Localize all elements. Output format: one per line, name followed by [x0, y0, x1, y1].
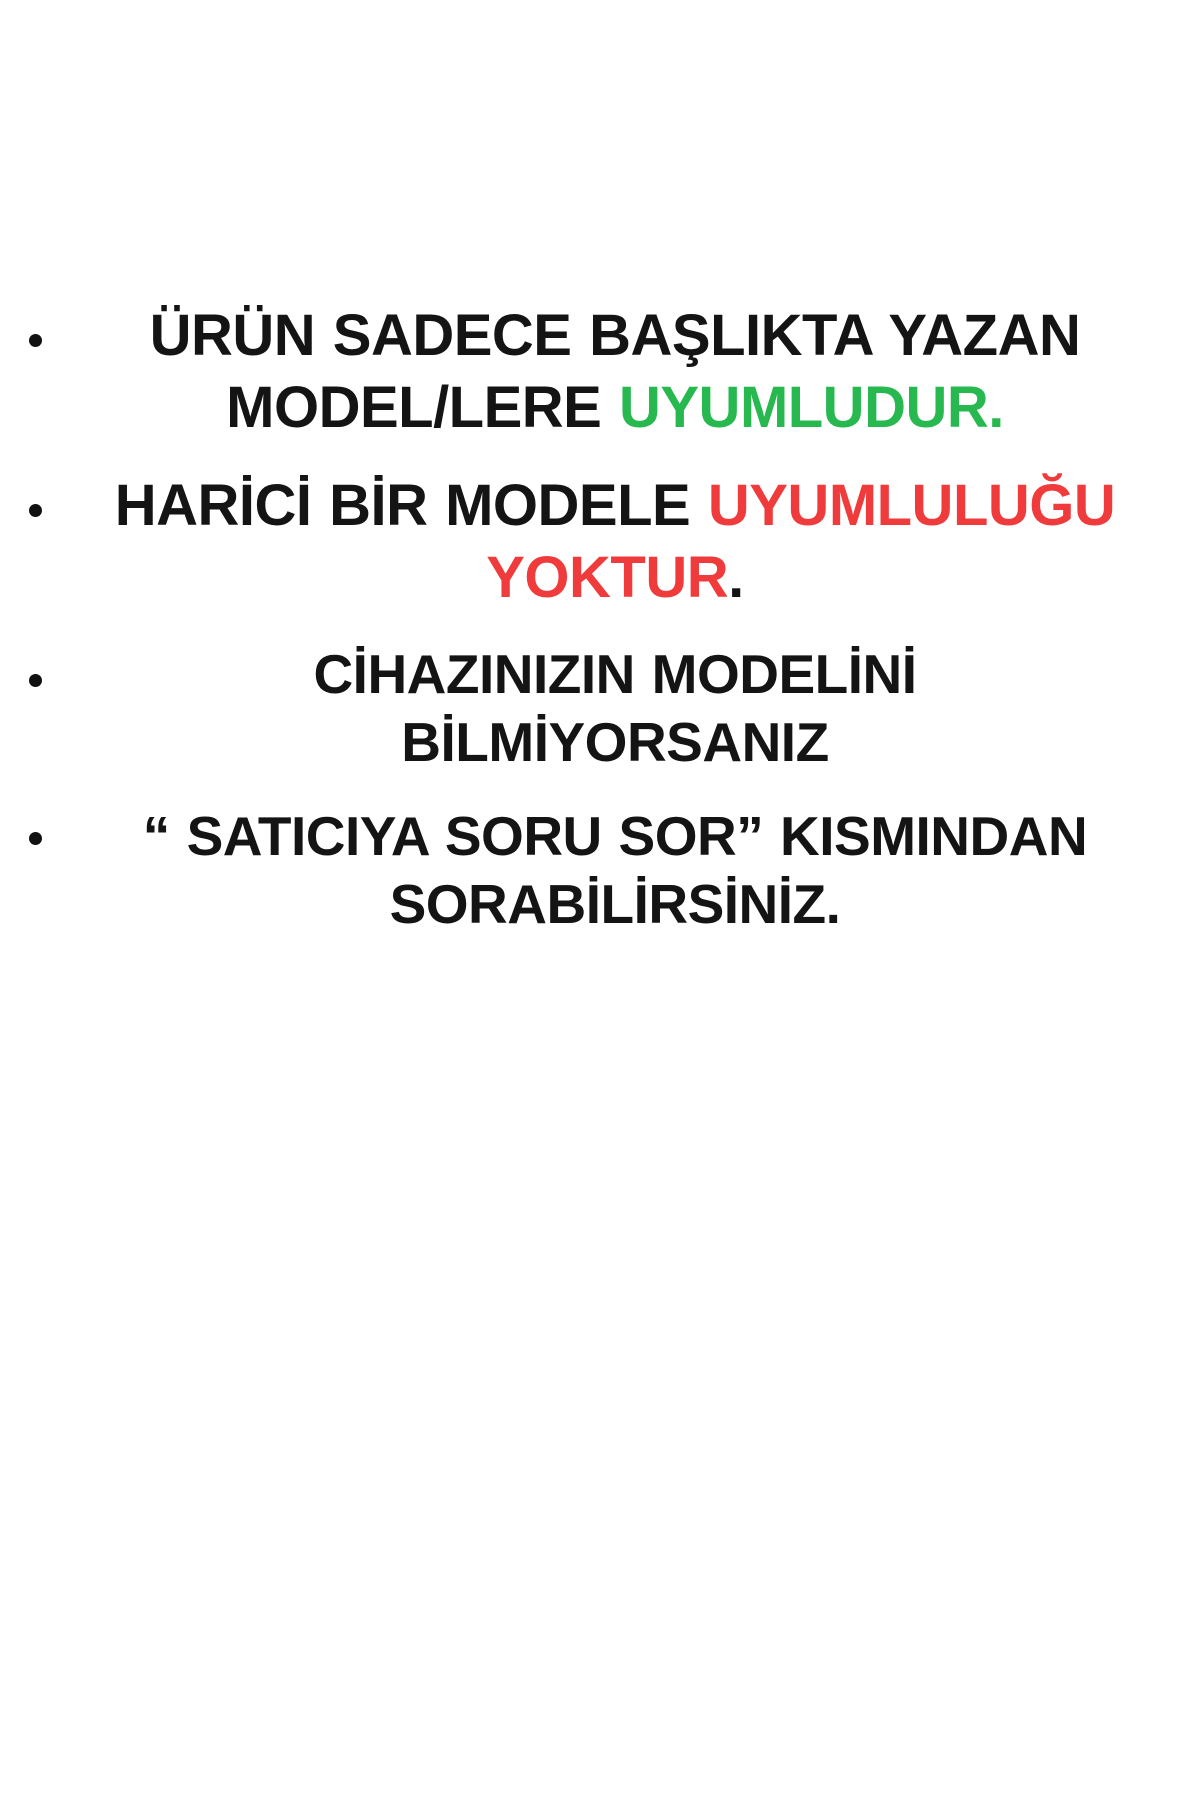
list-item [0, 470, 1200, 614]
notice-3-line-2: BİLMİYORSANIZ [401, 710, 829, 773]
notice-text-4 [70, 802, 1200, 938]
notice-1-line-1: ÜRÜN SADECE BAŞLIKTA YAZAN [149, 303, 1081, 368]
list-item [0, 300, 1200, 444]
notice-text-1 [70, 300, 1200, 444]
notice-3-line-1: CİHAZINIZIN MODELİNİ [313, 642, 917, 705]
list-item [0, 802, 1200, 938]
bullet-marker [0, 470, 70, 517]
notice-4-line-2: SORABİLİRSİNİZ. [389, 873, 841, 936]
bullet-dot-icon [29, 334, 42, 347]
notice-1-line-2-plain: MODEL/LERE [226, 374, 619, 440]
bullet-dot-icon [29, 832, 42, 845]
notice-2-line-1-highlight: UYUMLULUĞU [707, 472, 1116, 538]
bullet-marker [0, 300, 70, 347]
notice-text-3 [70, 640, 1200, 776]
notice-text-2 [70, 470, 1200, 614]
notice-2-line-2-highlight: YOKTUR [486, 544, 729, 610]
notice-4-line-1: “ SATICIYA SORU SOR” KISMINDAN [142, 805, 1088, 867]
notice-list [0, 300, 1200, 964]
bullet-marker [0, 802, 70, 845]
notice-2-line-2-plain: . [728, 544, 744, 610]
notice-1-line-2-highlight: UYUMLUDUR. [618, 374, 1004, 440]
bullet-dot-icon [29, 504, 42, 517]
bullet-dot-icon [29, 674, 42, 687]
notice-2-line-1-plain: HARİCİ BİR MODELE [114, 472, 708, 538]
bullet-marker [0, 640, 70, 687]
list-item [0, 640, 1200, 776]
